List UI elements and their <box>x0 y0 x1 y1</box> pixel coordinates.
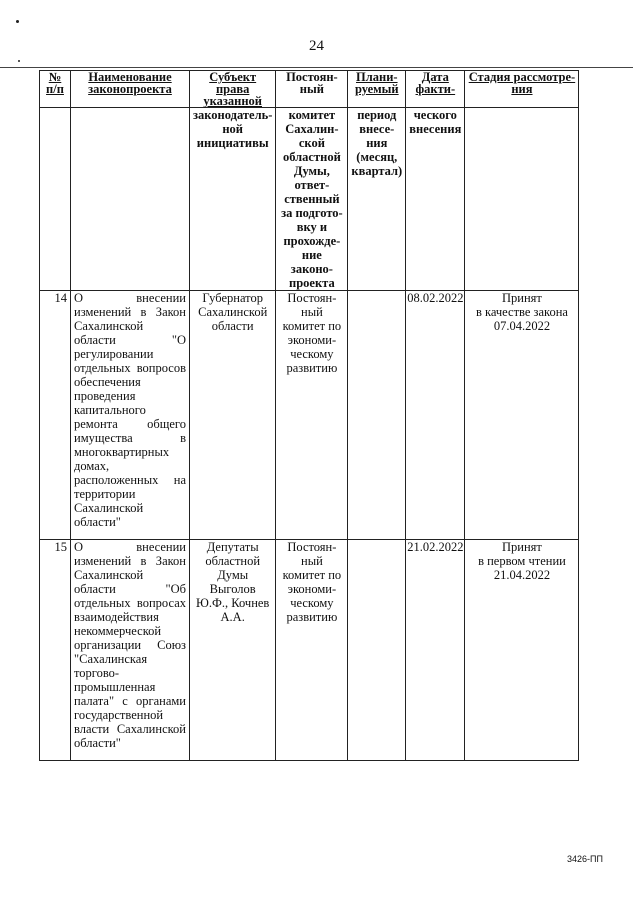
row-num: 14 <box>40 291 71 540</box>
document-code: 3426-ПП <box>567 854 603 864</box>
row-bill-name: О внесении изменений в Закон Сахалинской области "О регулировании отдельных вопросов обеспечения проведения капитального ремонта общего имущества в многоквартирных домах, расположенных на территории Сахалинской области" <box>71 291 190 540</box>
table-row <box>40 291 579 540</box>
row-planned <box>348 540 406 761</box>
header-committee-bottom: комитет Сахалин-ской областной Думы, ответ-ственный за подгото-вку и прохожде-ние законо-проекта <box>276 108 348 291</box>
header-num: № п/п <box>40 71 71 108</box>
header-planned-bottom: период внесе-ния (месяц, квартал) <box>348 108 406 291</box>
row-date: 21.02.2022 <box>406 540 465 761</box>
row-date: 08.02.2022 <box>406 291 465 540</box>
header-planned-top: Плани-руемый <box>348 71 406 108</box>
header-committee-top: Постоян-ный <box>276 71 348 108</box>
header-date-bottom: ческого внесения <box>406 108 465 291</box>
table-header-row <box>40 71 579 108</box>
header-date-top: Дата факти- <box>406 71 465 108</box>
table-row <box>40 540 579 761</box>
scan-speck <box>18 60 20 62</box>
row-num: 15 <box>40 540 71 761</box>
row-planned <box>348 291 406 540</box>
row-stage: Принят в первом чтении 21.04.2022 <box>465 540 579 761</box>
scan-speck <box>16 20 19 23</box>
row-committee: Постоян-ный комитет по экономи-ческому развитию <box>276 540 348 761</box>
row-subject: Депутаты областной Думы Выголов Ю.Ф., Кочнев А.А. <box>190 540 276 761</box>
bill-table <box>39 70 579 761</box>
header-subject-top: Субъект права указанной <box>190 71 276 108</box>
page-number: 24 <box>309 38 324 54</box>
row-subject: Губернатор Сахалинской области <box>190 291 276 540</box>
row-committee: Постоян-ный комитет по экономи-ческому развитию <box>276 291 348 540</box>
header-name: Наименование законопроекта <box>71 71 190 108</box>
row-stage: Принят в качестве закона 07.04.2022 <box>465 291 579 540</box>
row-bill-name: О внесении изменений в Закон Сахалинской области "Об отдельных вопросах взаимодействия некоммерческой организации Союз "Сахалинская торгово-промышленная палата" с органами государственной власти Сахалинской области" <box>71 540 190 761</box>
header-subject-bottom: законодатель-ной инициативы <box>190 108 276 291</box>
header-stage: Стадия рассмотре-ния <box>465 71 579 108</box>
header-rule <box>0 67 633 68</box>
table-header-continuation-row <box>40 108 579 291</box>
